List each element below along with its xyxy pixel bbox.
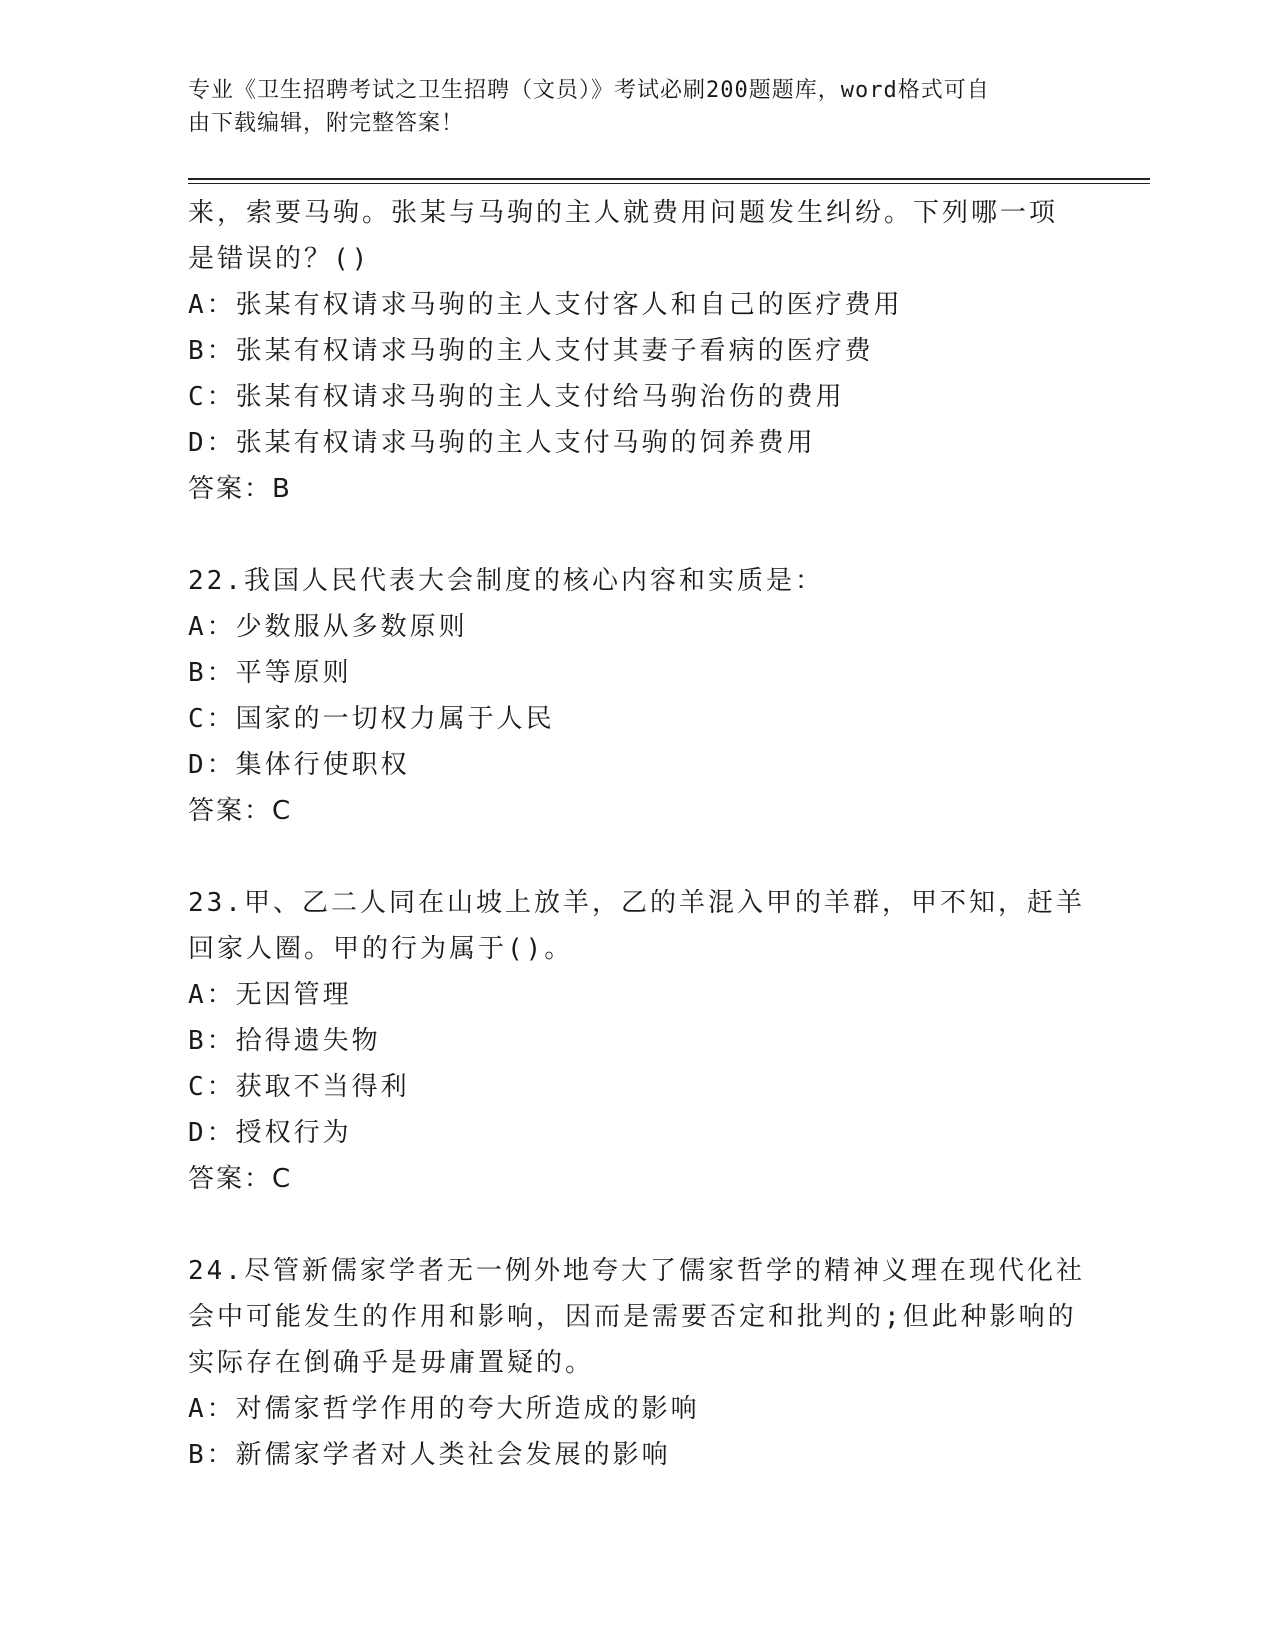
question-24 — [188, 1248, 1088, 1478]
question-stem: 来，索要马驹。张某与马驹的主人就费用问题发生纠纷。下列哪一项 — [188, 198, 1059, 228]
question-stem: 22.我国人民代表大会制度的核心内容和实质是： — [188, 566, 824, 596]
answer-label: 答案：C — [188, 796, 293, 826]
question-stem: 回家人圈。甲的行为属于()。 — [188, 934, 574, 964]
header-divider-thin — [188, 183, 1150, 184]
option-c: C：国家的一切权力属于人民 — [188, 704, 555, 734]
option-b: B：新儒家学者对人类社会发展的影响 — [188, 1440, 671, 1470]
option-d: D：授权行为 — [188, 1118, 352, 1148]
question-stem: 24.尽管新儒家学者无一例外地夸大了儒家哲学的精神义理在现代化社 — [188, 1256, 1085, 1286]
question-stem: 实际存在倒确乎是毋庸置疑的。 — [188, 1348, 595, 1378]
option-d: D：集体行使职权 — [188, 750, 410, 780]
option-c: C：获取不当得利 — [188, 1072, 410, 1102]
option-a: A：无因管理 — [188, 980, 352, 1010]
option-a: A：对儒家哲学作用的夸大所造成的影响 — [188, 1394, 700, 1424]
option-b: B：张某有权请求马驹的主人支付其妻子看病的医疗费 — [188, 336, 874, 366]
question-22 — [188, 558, 1088, 834]
option-d: D：张某有权请求马驹的主人支付马驹的饲养费用 — [188, 428, 816, 458]
answer-label: 答案：C — [188, 1164, 293, 1194]
option-b: B：平等原则 — [188, 658, 352, 688]
option-a: A：少数服从多数原则 — [188, 612, 468, 642]
option-a: A：张某有权请求马驹的主人支付客人和自己的医疗费用 — [188, 290, 903, 320]
question-stem: 是错误的？() — [188, 244, 371, 274]
question-stem: 23.甲、乙二人同在山坡上放羊，乙的羊混入甲的羊群，甲不知，赶羊 — [188, 888, 1085, 918]
document-header — [188, 74, 1068, 140]
answer-label: 答案：B — [188, 474, 292, 504]
question-stem: 会中可能发生的作用和影响，因而是需要否定和批判的;但此种影响的 — [188, 1302, 1077, 1332]
question-21 — [188, 190, 1088, 512]
header-divider-thick — [188, 178, 1150, 180]
header-title-line-1: 专业《卫生招聘考试之卫生招聘（文员）》考试必刷200题题库，word格式可自 — [188, 78, 990, 103]
question-list — [188, 190, 1088, 1478]
option-b: B：拾得遗失物 — [188, 1026, 381, 1056]
header-title-line-2: 由下载编辑，附完整答案！ — [188, 111, 465, 136]
option-c: C：张某有权请求马驹的主人支付给马驹治伤的费用 — [188, 382, 845, 412]
question-23 — [188, 880, 1088, 1202]
